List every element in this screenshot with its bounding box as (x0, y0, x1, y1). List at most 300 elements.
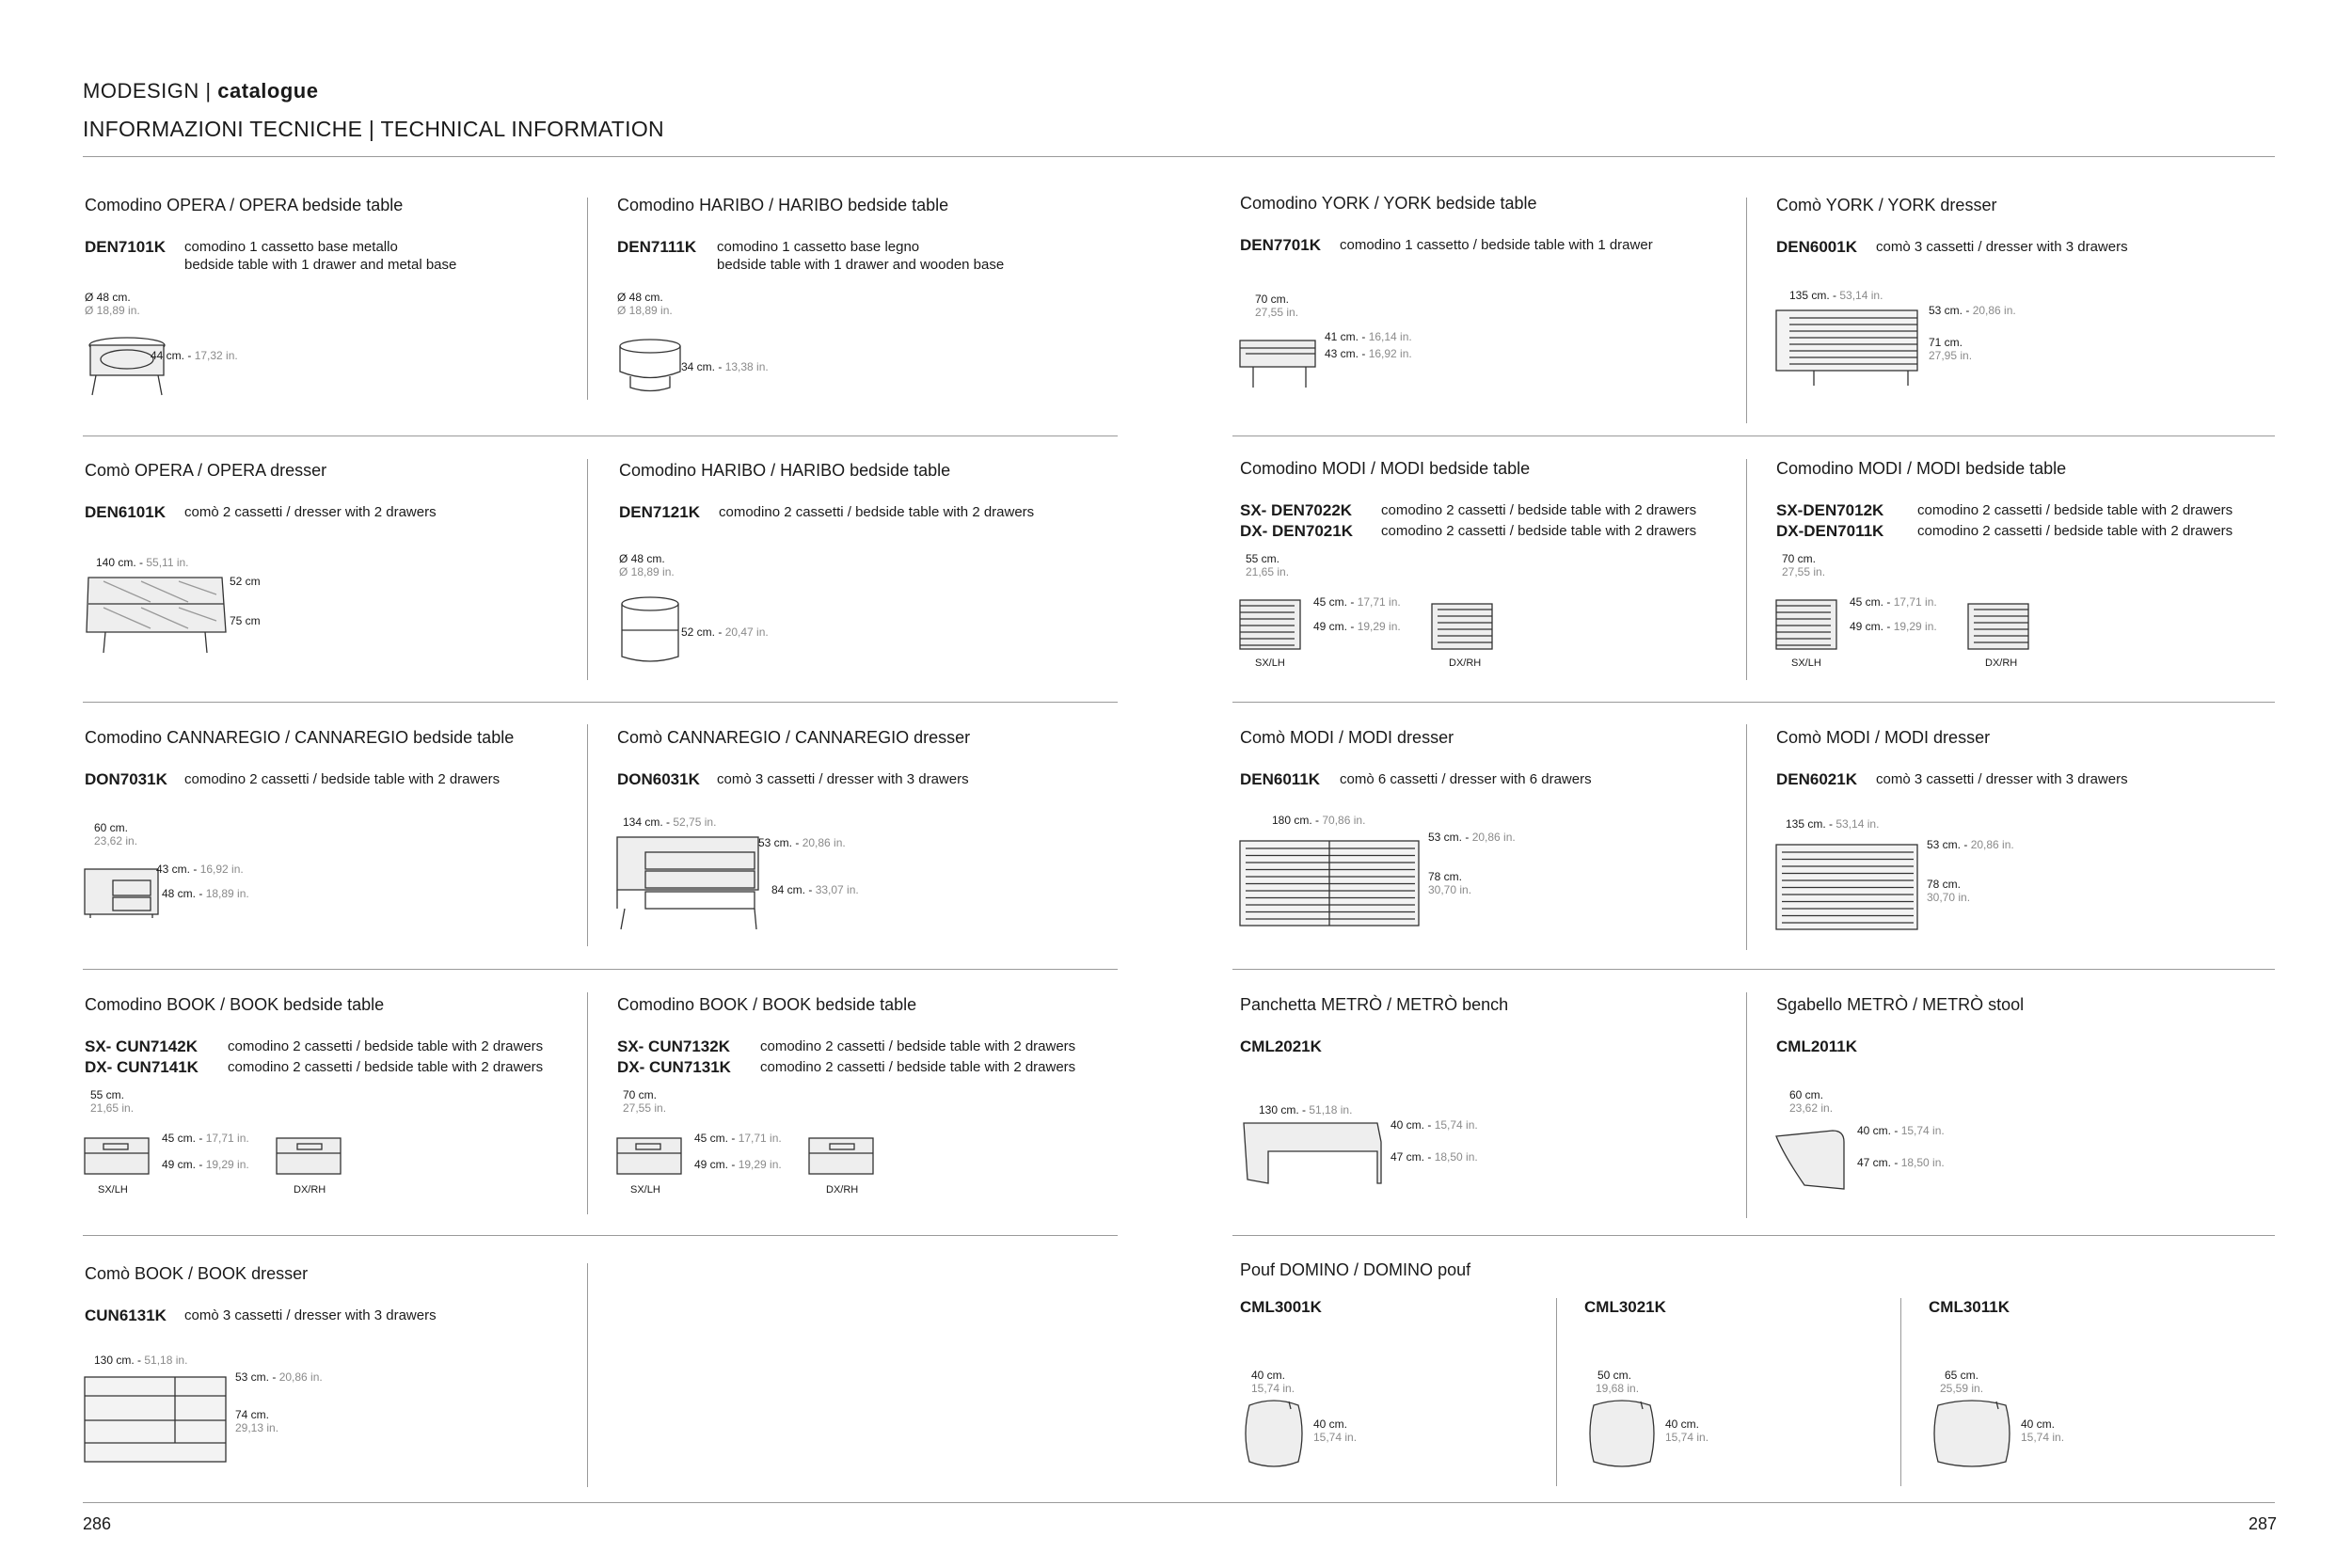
code-description (1381, 500, 1696, 521)
title-suffix: stool (1988, 995, 2025, 1014)
code-list (85, 237, 456, 273)
divider (1232, 702, 2275, 703)
product-code: CML3011K (1929, 1298, 2010, 1316)
title-suffix: bedside table (283, 995, 385, 1014)
diameter-dim-imperial: Ø 18,89 in. (617, 304, 673, 317)
product-code: DX- CUN7131K (617, 1058, 731, 1076)
sx-label: SX/LH (1255, 657, 1285, 669)
product-name: BOOK / BOOK (167, 995, 279, 1014)
title-suffix: dresser (1940, 196, 1997, 214)
width-dim-metric: 70 cm. (623, 1088, 658, 1101)
code-description (228, 1037, 543, 1057)
product-code: CML2011K (1776, 1037, 1857, 1055)
diameter-dim-metric: Ø 48 cm. (619, 552, 665, 565)
divider (1746, 198, 1747, 423)
dx-label: DX/RH (1449, 657, 1482, 669)
width-dim-imperial: 25,59 in. (1940, 1382, 1984, 1395)
body (85, 869, 158, 914)
width-dim: 134 cm. - 52,75 in. (623, 816, 717, 829)
code-description (184, 502, 437, 523)
diameter-dim-imperial: Ø 18,89 in. (85, 304, 140, 317)
desc-line: comodino 2 cassetti / bedside table with 2 drawers (228, 1059, 544, 1075)
code-description (1381, 521, 1696, 542)
title-prefix: Comodino (617, 196, 695, 214)
dx-label: DX/RH (1985, 657, 2018, 669)
title-prefix: Comodino (1240, 459, 1318, 478)
code-row (85, 1037, 543, 1057)
body (87, 578, 226, 632)
product-title (1240, 995, 1508, 1015)
depth-dim: 53 cm. - 20,86 in. (1929, 304, 2016, 317)
code-description (1917, 500, 2233, 521)
height-dim-metric: 78 cm. (1927, 878, 1962, 891)
depth-dim: 53 cm. - 20,86 in. (1428, 831, 1516, 844)
width-dim-metric: 70 cm. (1255, 293, 1290, 306)
code-description (719, 502, 1034, 523)
width-dim-imperial: 23,62 in. (1789, 1101, 1834, 1115)
height-dim: 40 cm. (2021, 1418, 2056, 1431)
title-prefix: Sgabello (1776, 995, 1843, 1014)
title-prefix: Panchetta (1240, 995, 1317, 1014)
depth-dim: 53 cm. - 20,86 in. (1927, 838, 2014, 851)
product-name: MODI / MODI (1826, 728, 1930, 747)
technical-drawing (617, 291, 899, 423)
code-row (1240, 769, 1592, 790)
technical-drawing (85, 556, 367, 689)
brand: MODESIGN (83, 79, 199, 103)
product-code: DX- DEN7021K (1240, 522, 1353, 540)
product-code: CML2021K (1240, 1037, 1322, 1055)
code-description (717, 237, 1004, 273)
height-dim: 84 cm. - 33,07 in. (771, 883, 859, 896)
product-code: DON7031K (85, 770, 167, 788)
width-dim: 40 cm. (1251, 1369, 1286, 1382)
height-dim: 49 cm. - 19,29 in. (694, 1158, 782, 1171)
title-prefix: Comodino (85, 196, 163, 214)
height-dim: 48 cm. - 18,89 in. (162, 887, 249, 900)
title-prefix: Comò (1776, 196, 1822, 214)
depth-dim: 53 cm. - 20,86 in. (758, 836, 846, 849)
technical-drawing (1776, 552, 2058, 685)
technical-drawing (1776, 817, 2058, 950)
height-dim: 43 cm. - 16,92 in. (1325, 347, 1412, 360)
technical-drawing (1929, 1368, 2154, 1490)
title-suffix: dresser (251, 1264, 309, 1283)
domino-variant (1929, 1298, 2065, 1444)
top-front (617, 837, 758, 890)
code-row (617, 1057, 1075, 1078)
leg (92, 375, 96, 395)
code-description (1917, 521, 2233, 542)
width-dim: 135 cm. - 53,14 in. (1786, 817, 1880, 831)
title-prefix: Comodino (85, 728, 163, 747)
depth-dim: 53 cm. - 20,86 in. (235, 1370, 323, 1384)
product-code: CML3021K (1584, 1298, 1666, 1316)
product-title (617, 728, 970, 748)
product-title (85, 728, 514, 748)
footer-rule (83, 1502, 2275, 1503)
desc-line: comò 2 cassetti / dresser with 2 drawers (184, 504, 437, 520)
height-dim-imperial: 15,74 in. (2021, 1431, 2065, 1444)
pouf-body (1934, 1401, 2010, 1466)
title-prefix: Comodino (1240, 194, 1318, 213)
product-code: DEN6001K (1776, 238, 1857, 256)
height-dim-metric: 71 cm. (1929, 336, 1963, 349)
code-list (1240, 1037, 1340, 1057)
diameter-dim-metric: Ø 48 cm. (617, 291, 663, 304)
divider (1746, 992, 1747, 1218)
leg (158, 375, 162, 395)
height-dim: 52 cm. - 20,47 in. (681, 626, 769, 639)
desc-line: comodino 2 cassetti / bedside table with 2 drawers (184, 771, 501, 787)
product-code: DEN6021K (1776, 770, 1857, 788)
width-dim: 130 cm. - 51,18 in. (1259, 1103, 1353, 1117)
height-dim: 75 cm (230, 614, 261, 627)
product-title (1240, 728, 1454, 748)
left-unit (1776, 600, 1836, 649)
product-title (85, 995, 384, 1015)
technical-drawing (85, 291, 367, 423)
drum-base (630, 376, 670, 391)
height-dim-imperial: 30,70 in. (1927, 891, 1971, 904)
technical-drawing (617, 1088, 899, 1221)
product-name: BOOK / BOOK (699, 995, 812, 1014)
product-name: METRÒ / METRÒ (1847, 995, 1984, 1014)
product-name: OPERA / OPERA (135, 461, 266, 480)
technical-drawing (1584, 1368, 1810, 1490)
technical-drawing (85, 821, 367, 954)
bench-body (1244, 1123, 1381, 1183)
divider (1746, 724, 1747, 950)
height-dim: 40 cm. (1665, 1418, 1700, 1431)
title-suffix: dresser (1933, 728, 1991, 747)
height-dim: 49 cm. - 19,29 in. (1850, 620, 1937, 633)
divider (83, 1235, 1118, 1236)
depth-dim: 52 cm (230, 575, 261, 588)
code-list (85, 502, 437, 523)
divider (1556, 1298, 1557, 1486)
code-row (617, 769, 969, 790)
desc-line: comodino 2 cassetti / bedside table with 2 drawers (228, 1038, 544, 1054)
width-dim-metric: 70 cm. (1782, 552, 1817, 565)
desc-line: comodino 2 cassetti / bedside table with 2 drawers (1381, 502, 1697, 518)
product-name: MODI / MODI (1858, 459, 1962, 478)
height-dim-imperial: 15,74 in. (1313, 1431, 1358, 1444)
technical-drawing (85, 1354, 367, 1486)
code-row (617, 1037, 1075, 1057)
code-row (1240, 500, 1696, 521)
code-row (1776, 1037, 1876, 1057)
product-code: DON6031K (617, 770, 700, 788)
title-prefix: Comò (617, 728, 663, 747)
product-name: BOOK / BOOK (135, 1264, 247, 1283)
width-dim-imperial: 27,55 in. (623, 1101, 667, 1115)
title-suffix: bedside table (848, 196, 949, 214)
product-name: YORK / YORK (1321, 194, 1432, 213)
code-list (617, 769, 969, 790)
code-row (619, 502, 1034, 523)
technical-drawing (85, 1088, 367, 1221)
product-title (1776, 459, 2066, 479)
divider (587, 198, 588, 400)
product-code: DEN7111K (617, 238, 697, 256)
code-list (85, 769, 500, 790)
code-row (617, 237, 1004, 273)
divider (587, 724, 588, 946)
product-name: MODI / MODI (1322, 459, 1425, 478)
title-suffix: dresser (1397, 728, 1454, 747)
width-dim-metric: 60 cm. (94, 821, 129, 834)
code-row (1776, 769, 2128, 790)
width-dim-imperial: 27,55 in. (1782, 565, 1826, 578)
product-name: CANNAREGIO / CANNAREGIO (167, 728, 409, 747)
code-list (617, 237, 1004, 273)
technical-drawing (1240, 1103, 1522, 1236)
depth-dim: 45 cm. - 17,71 in. (694, 1132, 782, 1145)
diameter-dim-metric: Ø 48 cm. (85, 291, 131, 304)
width-dim: 65 cm. (1945, 1369, 1979, 1382)
code-list (1776, 500, 2233, 542)
code-description (1340, 235, 1653, 256)
technical-drawing (1240, 293, 1522, 425)
page-number-left: 286 (83, 1514, 112, 1533)
title-suffix: dresser (270, 461, 327, 480)
desc-line: comò 3 cassetti / dresser with 3 drawers (717, 771, 969, 787)
code-list (1240, 235, 1653, 256)
product-name: HARIBO / HARIBO (701, 461, 846, 480)
title-suffix: bench (1462, 995, 1509, 1014)
title-prefix: Comodino (85, 995, 163, 1014)
width-dim: 135 cm. - 53,14 in. (1789, 289, 1883, 302)
code-description (228, 1057, 543, 1078)
height-dim-imperial: 30,70 in. (1428, 883, 1472, 896)
product-title (85, 461, 326, 481)
product-title (619, 461, 950, 481)
code-row (85, 769, 500, 790)
desc-line: comodino 2 cassetti / bedside table with 2 drawers (1917, 523, 2233, 539)
divider (587, 992, 588, 1214)
product-code: SX- DEN7022K (1240, 501, 1353, 519)
product-name: MODI / MODI (1290, 728, 1393, 747)
leg (205, 632, 207, 653)
technical-drawing (617, 816, 899, 948)
code-row (85, 1057, 543, 1078)
desc-line: comodino 2 cassetti / bedside table with 2 drawers (760, 1038, 1076, 1054)
code-list (1240, 500, 1696, 542)
domino-variant (1584, 1298, 1709, 1444)
title-prefix: Comodino (617, 995, 695, 1014)
divider (83, 969, 1118, 970)
product-title (1776, 728, 1990, 748)
code-description (184, 1306, 437, 1326)
divider (587, 1263, 588, 1487)
code-list (1240, 769, 1592, 790)
code-description (760, 1037, 1075, 1057)
code-list (617, 1037, 1075, 1078)
product-code: DEN6011K (1240, 770, 1321, 788)
desc-line-2: bedside table with 1 drawer and wooden base (717, 257, 1005, 273)
body (85, 1377, 226, 1462)
title-suffix: bedside table (816, 995, 917, 1014)
header-sep: | (205, 79, 212, 103)
title-suffix: dresser (914, 728, 971, 747)
height-dim-imperial: 27,95 in. (1929, 349, 1973, 362)
height-dim-metric: 74 cm. (235, 1408, 270, 1421)
product-code: CUN6131K (85, 1307, 167, 1324)
height-dim: 49 cm. - 19,29 in. (1313, 620, 1401, 633)
height-dim: 34 cm. - 13,38 in. (681, 360, 769, 373)
title-suffix: bedside table (1436, 194, 1537, 213)
technical-drawing (1240, 552, 1522, 685)
desc-line: comò 3 cassetti / dresser with 3 drawers (184, 1307, 437, 1323)
code-description (760, 1057, 1075, 1078)
width-dim-imperial: 27,55 in. (1255, 306, 1299, 319)
height-dim: 49 cm. - 19,29 in. (162, 1158, 249, 1171)
title-prefix: Comodino (1776, 459, 1854, 478)
product-name: CANNAREGIO / CANNAREGIO (667, 728, 910, 747)
depth-dim: 45 cm. - 17,71 in. (1850, 595, 1937, 609)
code-list (85, 1037, 543, 1078)
sx-label: SX/LH (98, 1184, 128, 1196)
code-list (1776, 769, 2128, 790)
product-code: DX- CUN7141K (85, 1058, 199, 1076)
width-dim: 180 cm. - 70,86 in. (1272, 814, 1366, 827)
height-dim: 47 cm. - 18,50 in. (1391, 1150, 1478, 1164)
code-list (1776, 1037, 1876, 1057)
title-prefix: Comò (85, 1264, 131, 1283)
dx-label: DX/RH (826, 1184, 859, 1196)
domino-variant (1240, 1298, 1358, 1444)
width-dim-imperial: 21,65 in. (90, 1101, 135, 1115)
product-title (1240, 194, 1537, 214)
technical-drawing (1776, 289, 2058, 421)
desc-line: comodino 1 cassetto base metallo (184, 239, 398, 255)
product-title (1240, 1260, 1470, 1280)
depth-dim: 40 cm. - 15,74 in. (1857, 1124, 1945, 1137)
technical-drawing (1240, 814, 1522, 946)
product-code: DEN7121K (619, 503, 700, 521)
product-code: DEN6101K (85, 503, 166, 521)
section-title: INFORMAZIONI TECNICHE | TECHNICAL INFORMATION (83, 117, 664, 141)
sx-label: SX/LH (1791, 657, 1821, 669)
desc-line: comò 6 cassetti / dresser with 6 drawers (1340, 771, 1592, 787)
technical-drawing (1240, 1368, 1466, 1490)
width-dim-metric: 55 cm. (1246, 552, 1280, 565)
width-dim-imperial: 15,74 in. (1251, 1382, 1295, 1395)
code-row (85, 237, 456, 273)
title-prefix: Pouf (1240, 1260, 1276, 1279)
desc-line: comò 3 cassetti / dresser with 3 drawers (1876, 239, 2128, 255)
desc-line: comò 3 cassetti / dresser with 3 drawers (1876, 771, 2128, 787)
width-dim-imperial: 19,68 in. (1596, 1382, 1640, 1395)
code-row (1776, 500, 2233, 521)
depth-dim: 41 cm. - 16,14 in. (1325, 330, 1412, 343)
product-title (1776, 196, 1996, 215)
width-dim: 130 cm. - 51,18 in. (94, 1354, 188, 1367)
height-dim-imperial: 15,74 in. (1665, 1431, 1709, 1444)
desc-line: comodino 2 cassetti / bedside table with 2 drawers (1381, 523, 1697, 539)
product-code: SX- CUN7132K (617, 1037, 730, 1055)
code-list (85, 1306, 437, 1326)
product-code: SX- CUN7142K (85, 1037, 198, 1055)
width-dim-metric: 60 cm. (1789, 1088, 1824, 1101)
pouf-body (1590, 1401, 1654, 1466)
leg (755, 909, 756, 929)
dx-label: DX/RH (294, 1184, 326, 1196)
product-title (617, 995, 916, 1015)
leg (621, 909, 625, 929)
product-name: DOMINO / DOMINO (1279, 1260, 1434, 1279)
catalogue-header (83, 79, 318, 103)
top (622, 597, 678, 610)
product-title (1240, 459, 1530, 479)
title-suffix: pouf (1438, 1260, 1471, 1279)
product-title (85, 1264, 308, 1284)
title-prefix: Comò (1240, 728, 1286, 747)
depth-dim: 43 cm. - 16,92 in. (156, 863, 244, 876)
title-suffix: bedside table (1965, 459, 2067, 478)
code-row (85, 1306, 437, 1326)
product-name: HARIBO / HARIBO (699, 196, 844, 214)
code-description (1340, 769, 1592, 790)
desc-line: comodino 1 cassetto base legno (717, 239, 920, 255)
catalogue-label: catalogue (217, 79, 319, 103)
left-unit (1240, 600, 1300, 649)
pouf-body (1246, 1401, 1302, 1466)
height-dim-imperial: 29,13 in. (235, 1421, 279, 1434)
sx-label: SX/LH (630, 1184, 660, 1196)
divider (587, 459, 588, 680)
title-suffix: bedside table (1429, 459, 1531, 478)
code-description (184, 237, 456, 273)
desc-line: comodino 1 cassetto / bedside table with 1 drawer (1340, 237, 1653, 253)
diameter-dim-imperial: Ø 18,89 in. (619, 565, 675, 578)
desc-line: comodino 2 cassetti / bedside table with 2 drawers (1917, 502, 2233, 518)
code-description (1876, 769, 2128, 790)
product-name: METRÒ / METRÒ (1321, 995, 1458, 1014)
drum-body (622, 604, 678, 661)
depth-dim: 45 cm. - 17,71 in. (1313, 595, 1401, 609)
product-title (617, 196, 948, 215)
divider (1900, 1298, 1901, 1486)
technical-drawing (619, 552, 901, 685)
product-title (85, 196, 403, 215)
leg (103, 632, 105, 653)
width-dim: 50 cm. (1597, 1369, 1632, 1382)
title-prefix: Comò (1776, 728, 1822, 747)
desc-line-2: bedside table with 1 drawer and metal base (184, 257, 457, 273)
code-row (1240, 1037, 1340, 1057)
code-row (1776, 237, 2128, 258)
title-suffix: bedside table (413, 728, 515, 747)
divider (1746, 459, 1747, 680)
divider (83, 702, 1118, 703)
height-dim: 47 cm. - 18,50 in. (1857, 1156, 1945, 1169)
desc-line: comodino 2 cassetti / bedside table with 2 drawers (719, 504, 1035, 520)
product-title (1776, 995, 2024, 1015)
width-dim: 140 cm. - 55,11 in. (96, 556, 189, 569)
page-number-right: 287 (2249, 1514, 2278, 1533)
width-dim-imperial: 21,65 in. (1246, 565, 1290, 578)
code-row (1776, 521, 2233, 542)
title-suffix: bedside table (302, 196, 404, 214)
code-description (184, 769, 500, 790)
product-code: DEN7101K (85, 238, 166, 256)
title-prefix: Comò (85, 461, 131, 480)
code-list (619, 502, 1034, 523)
header-rule (83, 156, 2275, 157)
code-row (1240, 521, 1696, 542)
